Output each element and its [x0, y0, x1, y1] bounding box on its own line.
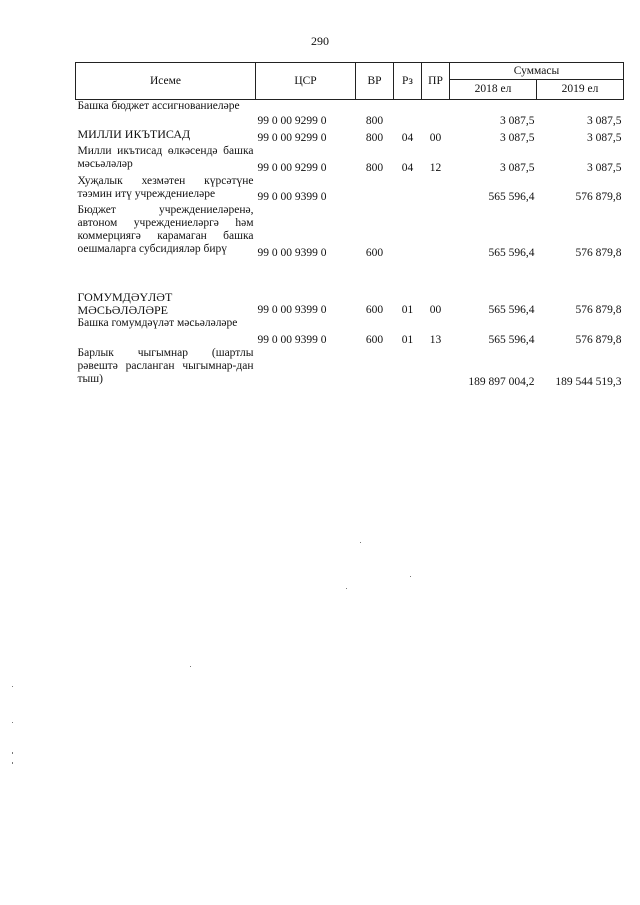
row-2018: 565 596,4	[488, 190, 535, 203]
row-csr: 99 0 00 9299 0	[257, 131, 327, 144]
row-2019: 3 087,5	[587, 114, 622, 127]
row-name: Барлык чыгымнар (шартлы рәвештә расланган чыгымнар-дан тыш)	[77, 346, 254, 385]
row-pr	[422, 175, 450, 204]
header-pr: ПР	[422, 63, 450, 100]
row-2019: 576 879,8	[575, 190, 622, 203]
scan-speck	[190, 666, 191, 667]
scan-speck	[12, 686, 13, 687]
row-csr: 99 0 00 9399 0	[257, 190, 327, 203]
row-name: Хуҗалык хезмәтен күрсәтүне тәэмин итү учреждениеләре	[77, 174, 254, 200]
row-2019: 3 087,5	[587, 131, 622, 144]
row-csr: 99 0 00 9399 0	[257, 333, 327, 346]
table-row	[76, 175, 624, 204]
row-2019: 576 879,8	[575, 333, 622, 346]
table-header	[76, 63, 624, 100]
header-2018: 2018 ел	[450, 80, 537, 100]
header-csr: ЦСР	[256, 63, 356, 100]
row-vr: 600	[365, 246, 384, 259]
header-rz: Рз	[394, 63, 422, 100]
row-pr	[422, 347, 450, 389]
row-name: МИЛЛИ ИКЪТИСАД	[77, 126, 191, 141]
row-rz: 04	[401, 131, 414, 144]
table-row	[76, 260, 624, 317]
row-2018: 565 596,4	[488, 246, 535, 259]
budget-table	[75, 62, 624, 389]
scan-speck	[360, 542, 361, 543]
scan-speck	[410, 576, 411, 577]
row-2018: 565 596,4	[488, 333, 535, 346]
row-csr: 99 0 00 9299 0	[257, 161, 327, 174]
table-row	[76, 347, 624, 389]
scan-speck	[12, 752, 13, 754]
row-vr	[356, 347, 394, 389]
row-2018: 565 596,4	[488, 303, 535, 316]
row-rz: 04	[401, 161, 414, 174]
row-pr: 12	[429, 161, 442, 174]
row-2018: 3 087,5	[500, 114, 535, 127]
row-2019: 189 544 519,3	[555, 375, 622, 388]
row-2018: 189 897 004,2	[468, 375, 535, 388]
row-name: ГОМУМДӘҮЛӘТ МӘСЬӘЛӘЛӘРЕ	[77, 289, 173, 317]
table-row	[76, 100, 624, 128]
header-name: Исеме	[76, 63, 256, 100]
row-csr: 99 0 00 9399 0	[257, 303, 327, 316]
row-name: Бюджет учреждениеләренә, автоном учреждениеләргә һәм коммерциягә карамаган башка оешмаларга субсидияләр бирү	[77, 203, 254, 255]
row-rz	[394, 100, 422, 128]
header-sums: Суммасы	[450, 63, 624, 80]
row-name: Башка бюджет ассигнованиеләре	[77, 100, 240, 112]
scan-speck	[346, 588, 347, 589]
row-vr	[356, 175, 394, 204]
row-vr: 800	[365, 114, 384, 127]
row-2019: 576 879,8	[575, 303, 622, 316]
row-name: Башка гомумдәүләт мәсьәләләре	[77, 316, 238, 329]
row-rz	[394, 175, 422, 204]
row-name: Милли икътисад өлкәсендә башка мәсьәләләр	[77, 144, 254, 170]
row-pr	[422, 100, 450, 128]
row-vr: 600	[365, 303, 384, 316]
header-2019: 2019 ел	[537, 80, 624, 100]
scan-speck	[12, 762, 13, 764]
row-vr: 800	[365, 161, 384, 174]
header-vr: ВР	[356, 63, 394, 100]
row-rz: 01	[401, 333, 414, 346]
row-vr: 600	[365, 333, 384, 346]
table-row	[76, 317, 624, 347]
row-2019: 3 087,5	[587, 161, 622, 174]
row-csr: 99 0 00 9299 0	[257, 114, 327, 127]
row-pr: 00	[429, 131, 442, 144]
row-csr: 99 0 00 9399 0	[257, 246, 327, 259]
scan-speck	[12, 722, 13, 723]
row-rz	[394, 347, 422, 389]
row-csr	[256, 347, 356, 389]
table-row	[76, 204, 624, 260]
row-2018: 3 087,5	[500, 161, 535, 174]
row-vr: 800	[365, 131, 384, 144]
table-row	[76, 128, 624, 145]
page-number: 290	[311, 34, 329, 48]
row-pr: 00	[429, 303, 442, 316]
row-2019: 576 879,8	[575, 246, 622, 259]
row-rz	[394, 204, 422, 260]
row-pr: 13	[429, 333, 442, 346]
table-row	[76, 145, 624, 175]
row-2018: 3 087,5	[500, 131, 535, 144]
row-rz: 01	[401, 303, 414, 316]
row-pr	[422, 204, 450, 260]
